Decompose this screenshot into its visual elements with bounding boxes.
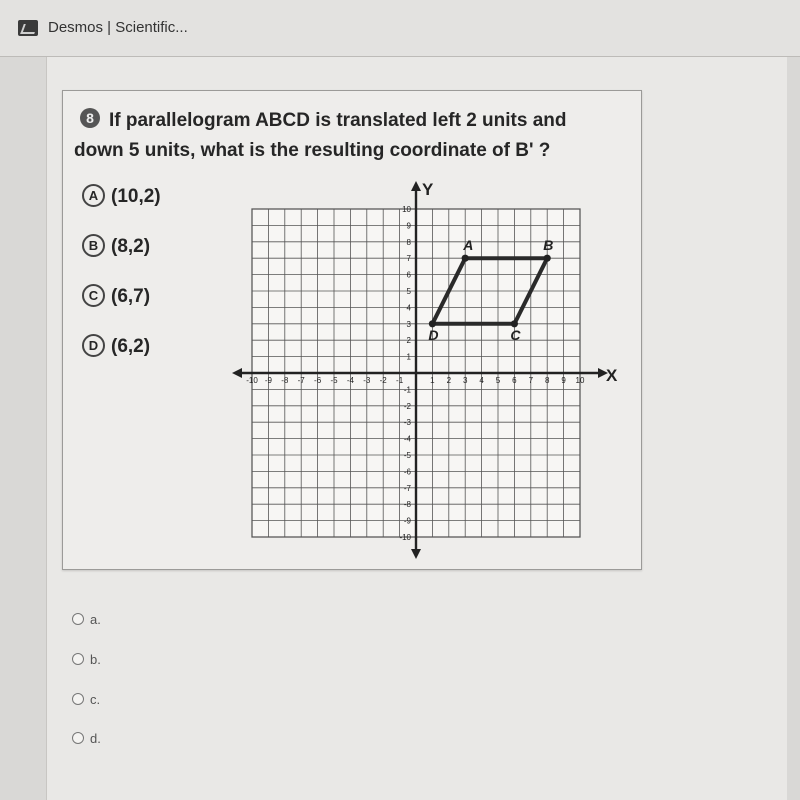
coordinate-plane-graph [228, 172, 618, 557]
y-axis-arrow-up-icon [411, 181, 421, 191]
radio-button-d[interactable] [72, 732, 84, 744]
y-tick-label: -6 [403, 467, 411, 477]
x-tick-label: 8 [544, 376, 550, 385]
y-tick-label: -9 [403, 516, 411, 526]
radio-button-b[interactable] [72, 653, 84, 665]
y-tick-label: 10 [402, 205, 411, 214]
question-number-badge: 8 [80, 108, 100, 128]
y-tick-label: -8 [403, 500, 411, 510]
x-tick-label: 10 [575, 376, 585, 385]
desmos-tab-icon[interactable] [18, 20, 38, 36]
x-tick-label: 6 [512, 376, 517, 385]
y-tick-label: 5 [406, 287, 411, 296]
x-tick-label: -4 [346, 376, 354, 385]
answer-option-d-label: d. [90, 731, 101, 746]
choice-a-text: (10,2) [111, 186, 161, 207]
y-tick-label: 3 [406, 319, 411, 329]
choice-d [82, 334, 150, 358]
x-tick-label: 9 [561, 376, 566, 385]
choice-b-letter-icon: B [82, 234, 105, 257]
y-tick-label: 6 [406, 270, 411, 280]
answer-option-c[interactable] [72, 692, 100, 707]
y-tick-label: 9 [406, 221, 411, 231]
y-tick-label: -7 [403, 483, 411, 493]
choice-c-text: (6,7) [111, 286, 151, 307]
choice-a [82, 184, 161, 208]
x-axis-label: X [606, 366, 618, 385]
x-tick-label: 7 [528, 376, 534, 385]
y-tick-label: 2 [406, 336, 411, 346]
choice-b-text: (8,2) [111, 236, 151, 257]
choice-d-text: (6,2) [111, 336, 151, 357]
x-tick-label: -6 [314, 376, 322, 385]
answer-option-d[interactable] [72, 731, 101, 746]
x-tick-label: -2 [379, 376, 387, 385]
radio-button-a[interactable] [72, 613, 84, 625]
x-tick-label: -9 [264, 376, 272, 385]
choice-c [82, 284, 150, 308]
y-tick-label: -1 [403, 385, 411, 395]
answer-option-b-label: b. [90, 652, 101, 667]
x-tick-label: 2 [446, 376, 452, 385]
question-line-2: down 5 units, what is the resulting coordinate of B' ? [74, 140, 551, 161]
x-tick-label: 4 [479, 376, 484, 385]
vertex-point-a [462, 255, 469, 262]
x-tick-label: -10 [246, 376, 258, 385]
vertex-label-a: A [463, 237, 474, 254]
y-tick-label: -10 [399, 533, 411, 542]
answer-option-a-label: a. [90, 612, 101, 627]
x-tick-label: 1 [430, 376, 435, 385]
y-tick-label: -3 [403, 418, 411, 428]
y-tick-label: 4 [406, 303, 411, 313]
y-tick-label: 1 [406, 352, 411, 362]
choice-c-letter-icon: C [82, 284, 105, 307]
x-tick-label: -1 [396, 376, 404, 385]
y-tick-label: -2 [403, 401, 411, 411]
y-axis-label: Y [422, 180, 434, 199]
tab-title[interactable]: Desmos | Scientific... [48, 19, 188, 36]
x-tick-label: -5 [330, 376, 338, 385]
question-text [74, 106, 614, 166]
radio-button-c[interactable] [72, 693, 84, 705]
vertex-point-b [544, 255, 551, 262]
x-axis-arrow-left-icon [232, 368, 242, 378]
x-tick-label: 5 [495, 376, 501, 385]
question-line-1: If parallelogram ABCD is translated left 2 units and [109, 110, 567, 131]
y-tick-label: -4 [403, 434, 411, 444]
answer-option-b[interactable] [72, 652, 101, 667]
x-tick-label: -8 [281, 376, 289, 385]
answer-option-c-label: c. [90, 692, 101, 707]
y-tick-label: -5 [403, 451, 411, 460]
vertex-label-d: D [428, 326, 439, 343]
choice-a-letter-icon: A [82, 184, 105, 207]
vertex-label-c: C [510, 326, 521, 343]
answer-option-a[interactable] [72, 612, 101, 627]
choice-d-letter-icon: D [82, 334, 105, 357]
y-tick-label: 7 [406, 254, 411, 264]
x-tick-label: -7 [297, 376, 305, 385]
x-tick-label: 3 [462, 376, 468, 385]
y-tick-label: 8 [406, 237, 411, 247]
browser-tab-bar [0, 0, 800, 57]
choice-b [82, 234, 150, 258]
vertex-label-b: B [543, 237, 554, 254]
x-tick-label: -3 [363, 376, 371, 385]
